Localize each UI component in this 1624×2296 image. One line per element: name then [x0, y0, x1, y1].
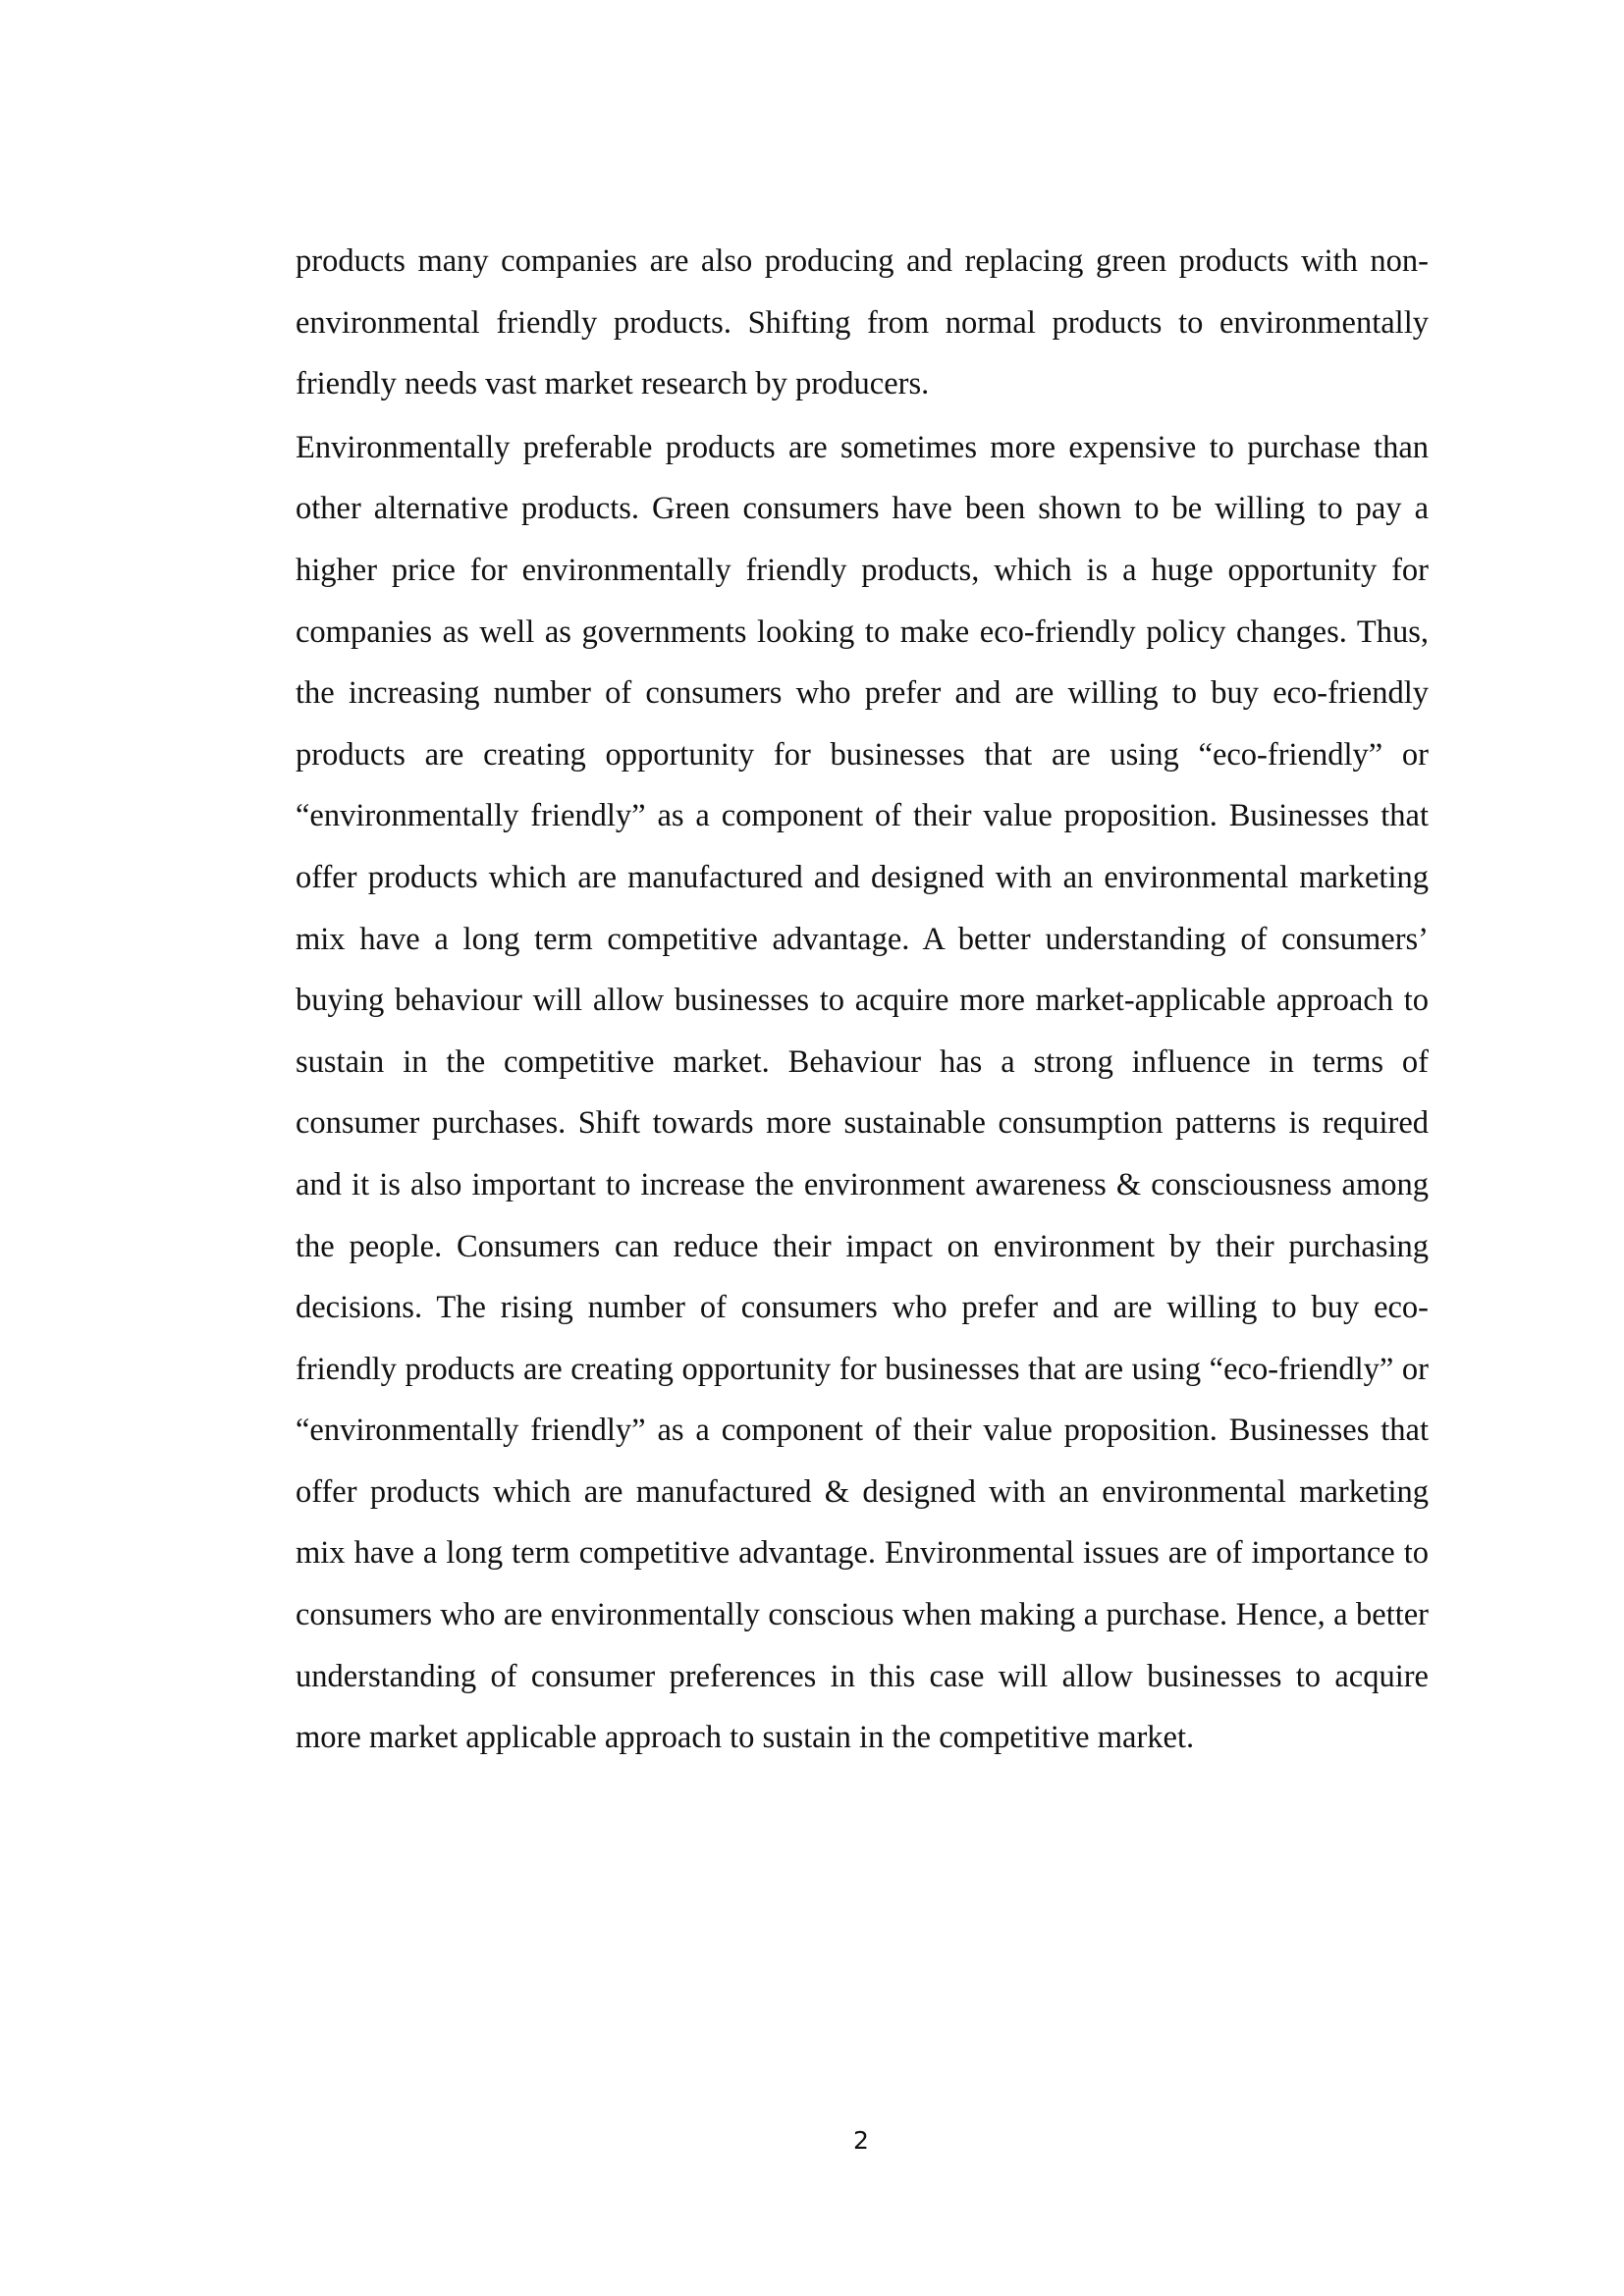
- paragraph-2: Environmentally preferable products are sometimes more expensive to purchase than other alternative products. Green consumers have been shown to be willing to pay a higher price for environmentally friendly products, which is a huge opportunity for companies as well as governments looking to make eco-friendly policy changes. Thus, the increasing number of consumers who prefer and are willing to buy eco-friendly products are creating opportunity for businesses that are using “eco-friendly” or “environmentally friendly” as a component of their value proposition. Businesses that offer products which are manufactured and designed with an environmental marketing mix have a long term competitive advantage. A better understanding of consumers’ buying behaviour will allow businesses to acquire more market-applicable approach to sustain in the competitive market. Behaviour has a strong influence in terms of consumer purchases. Shift towards more sustainable consumption patterns is required and it is also important to increase the environment awareness & consciousness among the people. Consumers can reduce their impact on environment by their purchasing decisions. The rising number of consumers who prefer and are willing to buy eco-friendly products are creating opportunity for businesses that are using “eco-friendly” or “environmentally friendly” as a component of their value proposition. Businesses that offer products which are manufactured & designed with an environmental marketing mix have a long term competitive advantage. Environmental issues are of importance to consumers who are environmentally conscious when making a purchase. Hence, a better understanding of consumer preferences in this case will allow businesses to acquire more market applicable approach to sustain in the competitive market.: [296, 429, 1429, 1756]
- body-text: [296, 231, 1429, 1769]
- paragraph-1: products many companies are also producing and replacing green products with non-environmental friendly products. Shifting from normal products to environmentally friendly needs vast market research by producers.: [296, 243, 1429, 402]
- page-number: 2: [853, 2126, 869, 2155]
